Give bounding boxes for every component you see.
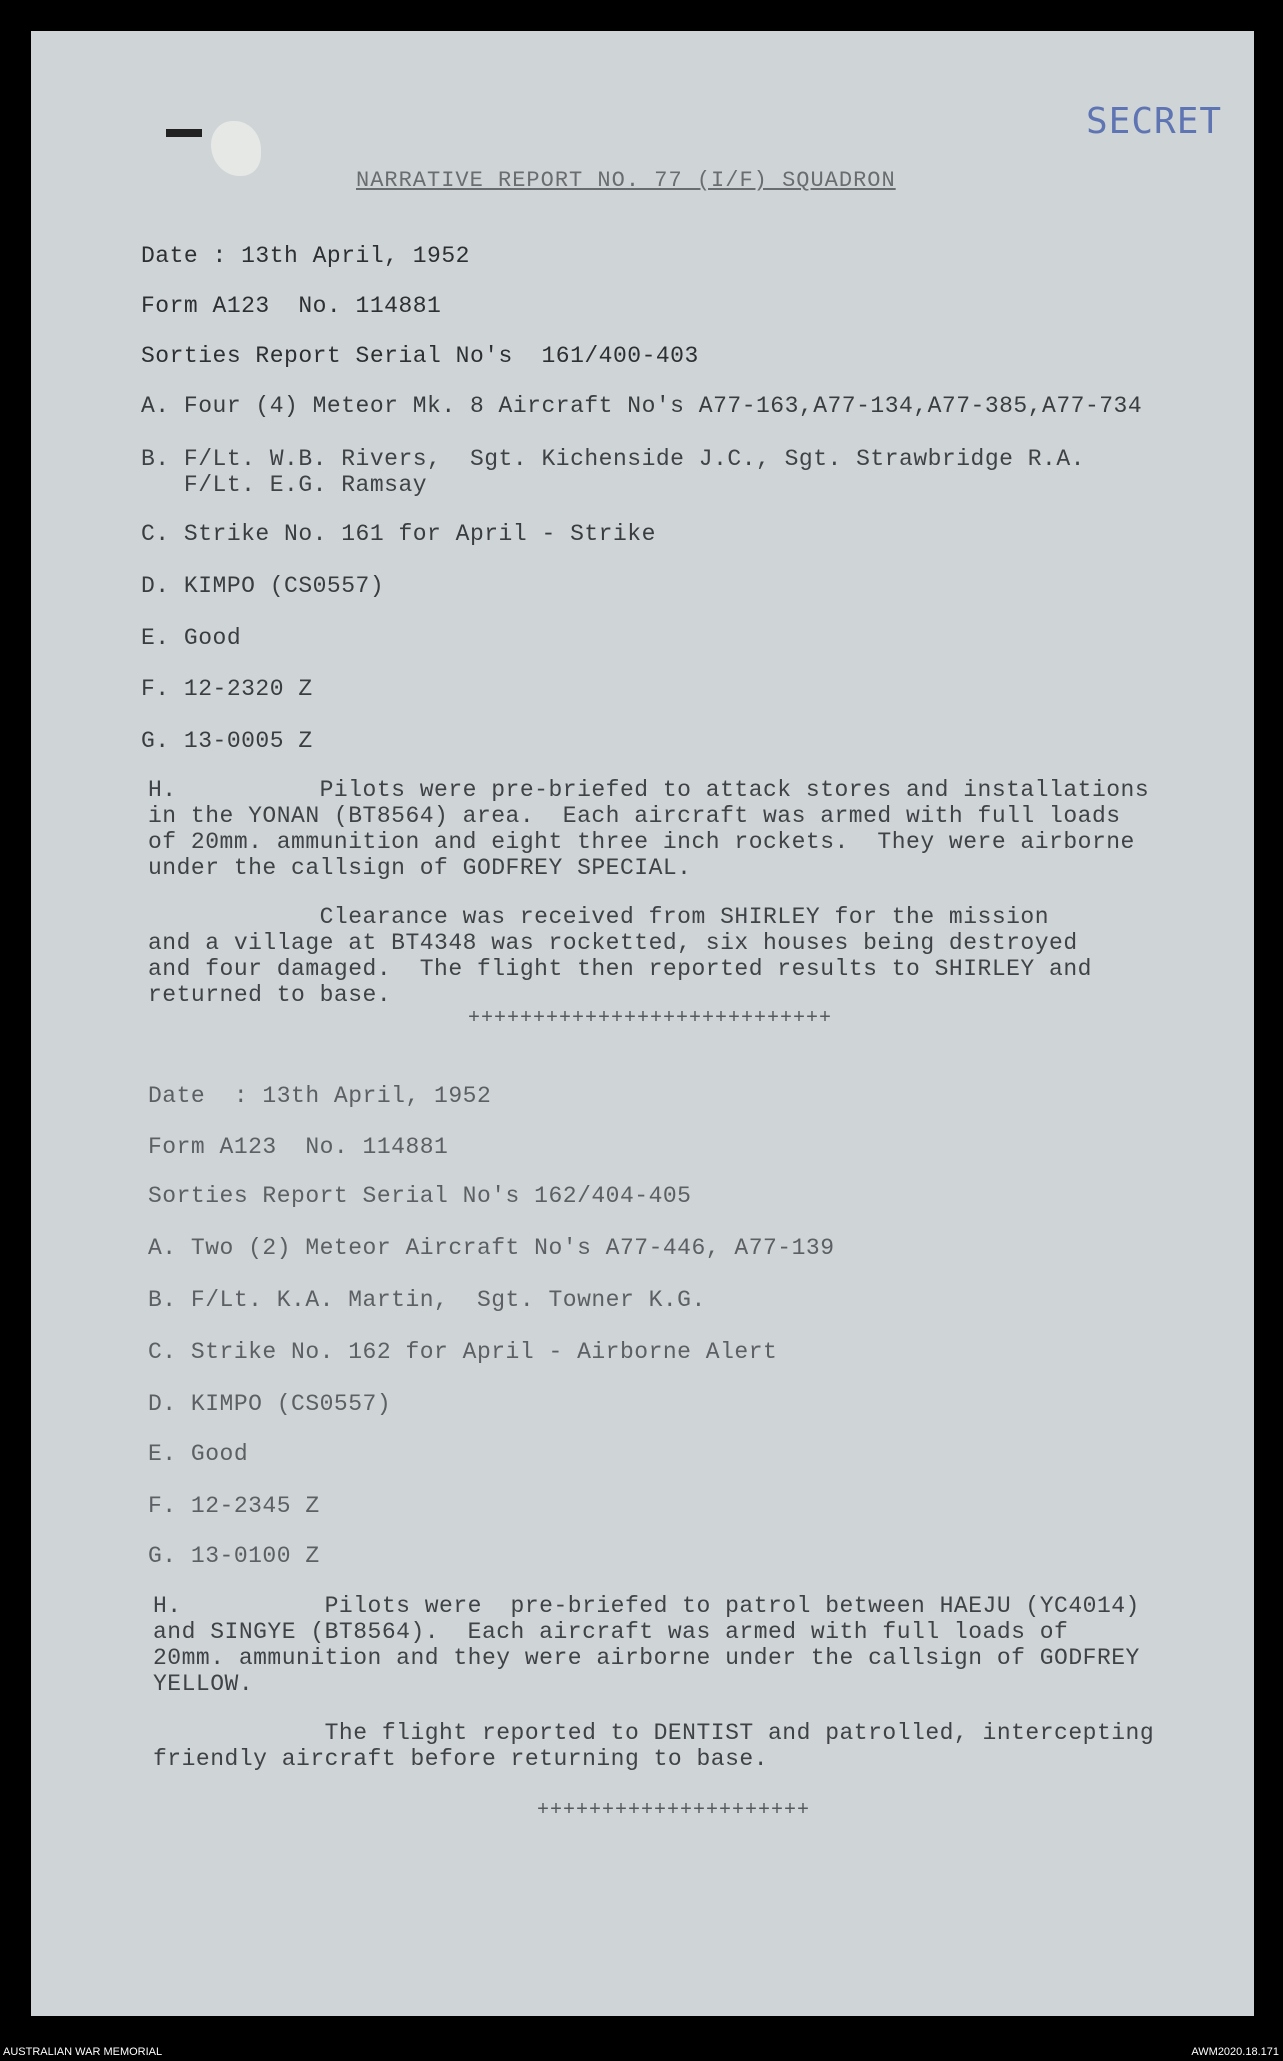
- report1-item-h: H. Pilots were pre-briefed to attack stores and installations in the YONAN (BT8564) area. Each aircraft was armed with full loads of 20mm. ammunition and eight three inch rockets. They were airborne under the callsign of GODFREY SPECIAL.: [148, 777, 1150, 881]
- report1-item-e: E. Good: [141, 625, 242, 651]
- report2-sorties: Sorties Report Serial No's 162/404-405: [148, 1183, 692, 1209]
- report1-separator: ++++++++++++++++++++++++++++: [468, 1007, 833, 1030]
- report1-item-g: G. 13-0005 Z: [141, 728, 313, 754]
- report2-separator: +++++++++++++++++++++: [537, 1799, 811, 1822]
- report2-item-d: D. KIMPO (CS0557): [148, 1391, 392, 1417]
- report-title: NARRATIVE REPORT NO. 77 (I/F) SQUADRON: [356, 168, 896, 193]
- report2-item-h-continued: The flight reported to DENTIST and patrolled, intercepting friendly aircraft before returning to base.: [153, 1720, 1155, 1772]
- report1-sorties: Sorties Report Serial No's 161/400-403: [141, 343, 699, 369]
- report2-item-e: E. Good: [148, 1441, 249, 1467]
- report1-item-d: D. KIMPO (CS0557): [141, 573, 385, 599]
- report2-item-c: C. Strike No. 162 for April - Airborne Alert: [148, 1339, 778, 1365]
- report1-item-f: F. 12-2320 Z: [141, 676, 313, 702]
- report1-item-h-continued: Clearance was received from SHIRLEY for the mission and a village at BT4348 was rocketted, six houses being destroyed and four damaged. The flight then reported results to SHIRLEY and returned to base.: [148, 904, 1092, 1008]
- report2-item-g: G. 13-0100 Z: [148, 1543, 320, 1569]
- report2-item-h: H. Pilots were pre-briefed to patrol between HAEJU (YC4014) and SINGYE (BT8564). Each aircraft was armed with full loads of 20mm. ammunition and they were airborne under the callsign of GODFREY YELLOW.: [153, 1593, 1140, 1697]
- document-page: [31, 31, 1254, 2016]
- report1-item-a: A. Four (4) Meteor Mk. 8 Aircraft No's A77-163,A77-134,A77-385,A77-734: [141, 393, 1143, 419]
- report2-item-f: F. 12-2345 Z: [148, 1493, 320, 1519]
- ink-speck: [166, 129, 202, 137]
- footer-accession-number: AWM2020.18.171: [1191, 2046, 1279, 2058]
- report2-item-b: B. F/Lt. K.A. Martin, Sgt. Towner K.G.: [148, 1287, 706, 1313]
- report1-item-c: C. Strike No. 161 for April - Strike: [141, 521, 656, 547]
- paper-blemish: [211, 121, 261, 176]
- report2-date: Date : 13th April, 1952: [148, 1083, 492, 1109]
- report1-item-b: B. F/Lt. W.B. Rivers, Sgt. Kichenside J.C., Sgt. Strawbridge R.A. F/Lt. E.G. Ramsay: [141, 446, 1085, 498]
- report2-form: Form A123 No. 114881: [148, 1134, 449, 1160]
- report2-item-a: A. Two (2) Meteor Aircraft No's A77-446, A77-139: [148, 1235, 835, 1261]
- report1-form: Form A123 No. 114881: [141, 293, 442, 319]
- footer-institution: AUSTRALIAN WAR MEMORIAL: [3, 2046, 163, 2058]
- report1-date: Date : 13th April, 1952: [141, 243, 470, 269]
- secret-stamp: SECRET: [1086, 101, 1223, 142]
